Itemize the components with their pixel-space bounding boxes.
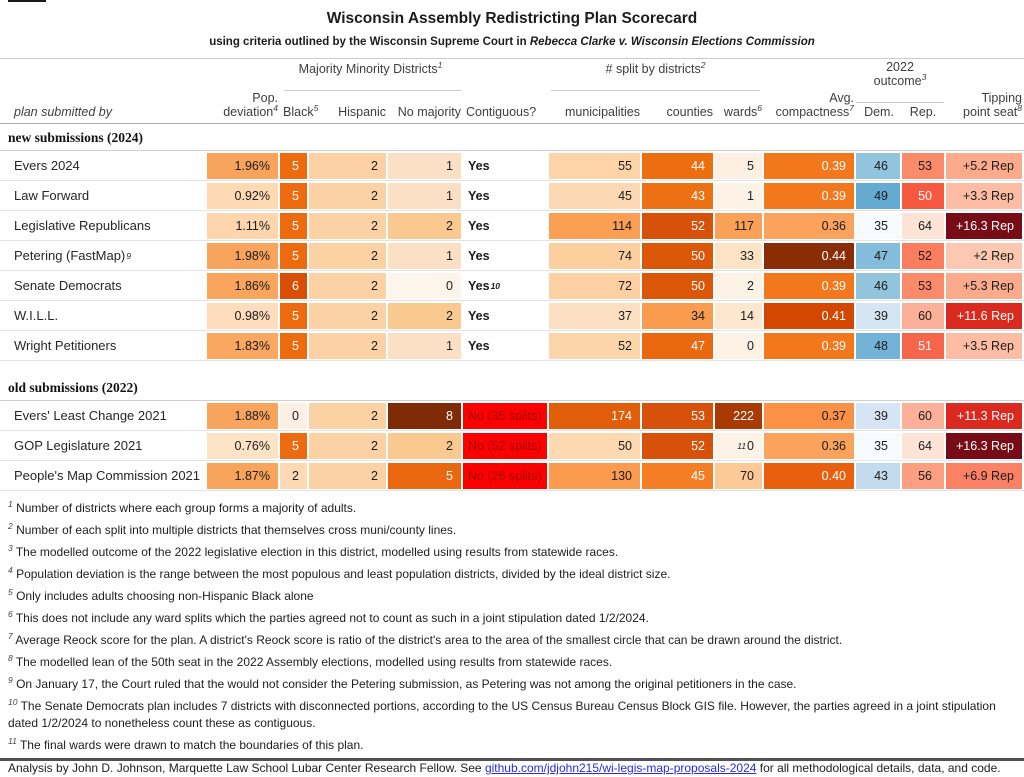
footnote: $^2$ Number of each split into multiple districts that themselves cross muni/county lines. — [8, 521, 457, 537]
footnote-ref: 2 — [700, 59, 706, 70]
col-avg-compactness — [776, 91, 854, 119]
plan-name: Evers 2024 — [14, 158, 80, 173]
analysis-prefix: Analysis by John D. Johnson, Marquette Law School Lubar Center Research Fellow. See — [8, 761, 485, 775]
col-rep: Rep. — [909, 105, 937, 119]
col-label: wards — [723, 105, 758, 119]
compact-line1: Avg. — [829, 91, 854, 105]
cell-hisp: 2 — [309, 153, 386, 179]
col-hispanic: Hispanic — [338, 105, 386, 119]
cell-counties: 52 — [642, 213, 713, 239]
cell-black: 5 — [280, 213, 307, 239]
cell-wards: 14 — [715, 303, 762, 329]
cell-contig: Yes — [468, 248, 490, 263]
table-row — [0, 401, 1024, 431]
plan-name: Wright Petitioners — [14, 338, 117, 353]
case-name: Rebecca Clarke v. Wisconsin Elections Commission — [529, 36, 815, 48]
col-black — [283, 102, 319, 119]
cell-dem: 49 — [856, 183, 900, 209]
table-row — [0, 431, 1024, 461]
cell-contig: Yes — [468, 338, 490, 353]
cell-compact: 0.37 — [764, 403, 854, 429]
cell-compact: 0.39 — [764, 333, 854, 359]
cell-nomaj: 1 — [388, 333, 461, 359]
group-majority-minority-districts — [280, 59, 461, 76]
cell-dem: 43 — [856, 463, 900, 489]
cell-wards: 1 — [715, 183, 762, 209]
group-underline — [856, 102, 944, 103]
cell-popdev: 1.98% — [207, 243, 278, 269]
footnote-ref: 4 — [273, 102, 278, 113]
cell-black: 6 — [280, 273, 307, 299]
footnote: $^5$ Only includes adults choosing non-Hispanic Black alone — [8, 587, 314, 603]
col-wards — [723, 102, 762, 119]
cell-black: 5 — [280, 333, 307, 359]
cell-counties: 50 — [642, 273, 713, 299]
cell-popdev: 0.98% — [207, 303, 278, 329]
cell-popdev: 1.88% — [207, 403, 278, 429]
cell-tip: +6.9 Rep — [946, 463, 1022, 489]
subtitle-prefix: using criteria outlined by the Wisconsin Supreme Court in — [209, 36, 530, 48]
col-municipalities: municipalities — [564, 105, 640, 119]
cell-muni: 174 — [549, 403, 640, 429]
cell-wards: 222 — [715, 403, 762, 429]
cell-wards: 2 — [715, 273, 762, 299]
cell-muni: 50 — [549, 433, 640, 459]
plan-name: Senate Democrats — [14, 278, 122, 293]
cell-counties: 50 — [642, 243, 713, 269]
table-row — [0, 181, 1024, 211]
cell-black: 5 — [280, 153, 307, 179]
table-row — [0, 151, 1024, 181]
cell-muni: 72 — [549, 273, 640, 299]
cell-tip: +5.3 Rep — [946, 273, 1022, 299]
cell-rep: 53 — [902, 153, 944, 179]
cell-compact: 0.36 — [764, 433, 854, 459]
group-label: Majority Minority Districts — [298, 62, 438, 76]
cell-compact: 0.40 — [764, 463, 854, 489]
cell-wards: 33 — [715, 243, 762, 269]
cell-black: 5 — [280, 303, 307, 329]
cell-counties: 34 — [642, 303, 713, 329]
cell-contig: Yes — [468, 158, 490, 173]
plan-name: W.I.L.L. — [14, 308, 59, 323]
table-body — [0, 124, 1024, 491]
cell-dem: 48 — [856, 333, 900, 359]
group-split-by-districts — [549, 59, 762, 76]
table-row — [0, 211, 1024, 241]
cell-rep: 52 — [902, 243, 944, 269]
cell-muni: 52 — [549, 333, 640, 359]
cell-popdev: 1.11% — [207, 213, 278, 239]
cell-nomaj: 0 — [388, 273, 461, 299]
plan-name: Petering (FastMap) 9 — [14, 248, 131, 263]
pop-line2: deviation — [223, 105, 274, 119]
cell-nomaj: 5 — [388, 463, 461, 489]
col-plan-submitted-by: plan submitted by — [14, 105, 112, 119]
cell-counties: 47 — [642, 333, 713, 359]
cell-contig: Yes — [468, 188, 490, 203]
cell-nomaj: 1 — [388, 183, 461, 209]
plan-name: GOP Legislature 2021 — [14, 438, 143, 453]
cell-hisp: 2 — [309, 303, 386, 329]
cell-black: 2 — [280, 463, 307, 489]
cell-nomaj: 2 — [388, 433, 461, 459]
cell-compact: 0.39 — [764, 183, 854, 209]
cell-tip: +3.5 Rep — [946, 333, 1022, 359]
footnote-ref: 1 — [437, 59, 443, 70]
group-underline — [284, 90, 461, 91]
footnote: $^7$ Average Reock score for the plan. A district's Reock score is ratio of the district's area to the area of the smallest circle that can be drawn around the district. — [8, 631, 843, 647]
plan-name: People's Map Commission 2021 — [14, 468, 201, 483]
cell-compact: 0.39 — [764, 273, 854, 299]
footnote: $^6$ This does not include any ward splits which the parties agreed not to count as such in a joint stipulation dated 1/2/2024. — [8, 609, 649, 625]
cell-counties: 44 — [642, 153, 713, 179]
cell-dem: 35 — [856, 433, 900, 459]
cell-contig: Yes — [468, 308, 490, 323]
col-no-majority: No majority — [397, 105, 461, 119]
table-row — [0, 461, 1024, 491]
table-row — [0, 301, 1024, 331]
cell-hisp: 2 — [309, 403, 386, 429]
page-title: Wisconsin Assembly Redistricting Plan Scorecard — [326, 10, 698, 27]
cell-wards: 5 — [715, 153, 762, 179]
pop-line1: Pop. — [252, 91, 278, 105]
cell-popdev: 0.92% — [207, 183, 278, 209]
compact-line2: compactness — [775, 105, 850, 119]
cell-hisp: 2 — [309, 243, 386, 269]
cell-muni: 74 — [549, 243, 640, 269]
table-row — [0, 241, 1024, 271]
cell-dem: 46 — [856, 153, 900, 179]
cell-compact: 0.36 — [764, 213, 854, 239]
cell-counties: 53 — [642, 403, 713, 429]
cell-contig: Yes — [468, 218, 490, 233]
footnote-ref: 3 — [921, 71, 927, 82]
cell-tip: +11.3 Rep — [946, 403, 1022, 429]
cell-hisp: 2 — [309, 433, 386, 459]
cell-hisp: 2 — [309, 333, 386, 359]
cell-black: 5 — [280, 433, 307, 459]
github-link[interactable]: github.com/jdjohn215/wi-legis-map-proposals-2024 — [484, 761, 757, 775]
cell-hisp: 2 — [309, 273, 386, 299]
col-dem: Dem. — [864, 105, 894, 119]
cell-hisp: 2 — [309, 463, 386, 489]
cell-popdev: 0.76% — [207, 433, 278, 459]
cell-wards: 11 0 — [715, 433, 762, 459]
col-label: Black — [283, 105, 314, 119]
cell-nomaj: 8 — [388, 403, 461, 429]
cell-black: 5 — [280, 183, 307, 209]
cell-counties: 43 — [642, 183, 713, 209]
cell-rep: 60 — [902, 303, 944, 329]
footnote: $^4$ Population deviation is the range between the most populous and least population districts, divided by the ideal district size. — [8, 565, 671, 581]
cell-rep: 50 — [902, 183, 944, 209]
cell-rep: 60 — [902, 403, 944, 429]
cell-dem: 39 — [856, 303, 900, 329]
cell-hisp: 2 — [309, 183, 386, 209]
footnote: $^3$ The modelled outcome of the 2022 legislative election in this district, modelled using results from statewide races. — [8, 543, 619, 559]
footnote: $^8$ The modelled lean of the 50th seat in the 2022 Assembly elections, modelled using results from statewide races. — [8, 653, 613, 669]
tipping-line2: point seat — [963, 105, 1018, 119]
section-label: new submissions (2024) — [0, 124, 1024, 151]
cell-muni: 114 — [549, 213, 640, 239]
table-row — [0, 331, 1024, 361]
cell-rep: 56 — [902, 463, 944, 489]
cell-counties: 45 — [642, 463, 713, 489]
cell-compact: 0.41 — [764, 303, 854, 329]
cell-tip: +16.3 Rep — [946, 213, 1022, 239]
table-header — [0, 59, 1024, 124]
cell-nomaj: 1 — [388, 153, 461, 179]
cell-contig: Yes 10 — [468, 278, 501, 293]
outcome-line1: 2022 — [886, 60, 914, 74]
footnote: $^{11}$ The final wards were drawn to match the boundaries of this plan. — [8, 736, 364, 752]
outcome-line2: outcome — [873, 74, 922, 88]
cell-compact: 0.39 — [764, 153, 854, 179]
cell-muni: 45 — [549, 183, 640, 209]
plan-name: Legislative Republicans — [14, 218, 151, 233]
footnote-ref: 7 — [849, 102, 854, 113]
cell-counties: 52 — [642, 433, 713, 459]
table-row — [0, 271, 1024, 301]
col-tipping-point-seat — [963, 91, 1022, 119]
cell-muni: 130 — [549, 463, 640, 489]
footnote-ref: 6 — [757, 102, 762, 113]
page-subtitle — [0, 36, 1024, 48]
cell-nomaj: 2 — [388, 303, 461, 329]
cell-nomaj: 2 — [388, 213, 461, 239]
group-underline — [551, 90, 760, 91]
plan-name: Evers' Least Change 2021 — [14, 408, 167, 423]
top-border-fragment — [8, 0, 46, 2]
cell-rep: 64 — [902, 213, 944, 239]
cell-tip: +3.3 Rep — [946, 183, 1022, 209]
cell-tip: +16.3 Rep — [946, 433, 1022, 459]
cell-popdev: 1.86% — [207, 273, 278, 299]
cell-wards: 70 — [715, 463, 762, 489]
footnote: $^{10}$ The Senate Democrats plan includes 7 districts with disconnected portions, according to the US Census Bureau Census Block GIS file. However, the parties agreed in a joint stipulation dated 1/2/2024 to nonetheless count these as contiguous. — [8, 697, 996, 730]
col-counties: counties — [666, 105, 713, 119]
footnote: $^9$ On January 17, the Court ruled that the would not consider the Petering submission, as Petering was not among the original petitioners in the case. — [8, 675, 797, 691]
plan-name: Law Forward — [14, 188, 90, 203]
analysis-line — [0, 759, 1024, 777]
cell-contig: No (26 splits) — [463, 463, 547, 489]
cell-tip: +2 Rep — [946, 243, 1022, 269]
cell-popdev: 1.83% — [207, 333, 278, 359]
cell-tip: +11.6 Rep — [946, 303, 1022, 329]
footnotes — [0, 491, 1024, 754]
cell-nomaj: 1 — [388, 243, 461, 269]
footnote-ref: 5 — [313, 102, 319, 113]
cell-muni: 55 — [549, 153, 640, 179]
cell-dem: 47 — [856, 243, 900, 269]
cell-compact: 0.44 — [764, 243, 854, 269]
cell-rep: 64 — [902, 433, 944, 459]
cell-dem: 46 — [856, 273, 900, 299]
cell-popdev: 1.87% — [207, 463, 278, 489]
cell-black: 0 — [280, 403, 307, 429]
cell-muni: 37 — [549, 303, 640, 329]
cell-rep: 53 — [902, 273, 944, 299]
cell-wards: 0 — [715, 333, 762, 359]
tipping-line1: Tipping — [981, 91, 1022, 105]
analysis-suffix: for all methodological details, data, and code. — [756, 761, 1001, 775]
footnote: $^1$ Number of districts where each group forms a majority of adults. — [8, 499, 357, 515]
col-contiguous: Contiguous? — [466, 105, 537, 119]
cell-tip: +5.2 Rep — [946, 153, 1022, 179]
group-2022-outcome — [856, 60, 944, 88]
cell-dem: 39 — [856, 403, 900, 429]
footnote-ref: 8 — [1017, 102, 1022, 113]
cell-rep: 51 — [902, 333, 944, 359]
col-pop-deviation — [223, 91, 278, 119]
group-label: # split by districts — [605, 62, 701, 76]
cell-black: 5 — [280, 243, 307, 269]
cell-dem: 35 — [856, 213, 900, 239]
cell-contig: No (35 splits) — [463, 403, 547, 429]
cell-hisp: 2 — [309, 213, 386, 239]
bottom-rule — [0, 758, 1024, 761]
cell-wards: 117 — [715, 213, 762, 239]
cell-contig: No (52 splits) — [463, 433, 547, 459]
section-label: old submissions (2022) — [0, 374, 1024, 401]
cell-popdev: 1.96% — [207, 153, 278, 179]
